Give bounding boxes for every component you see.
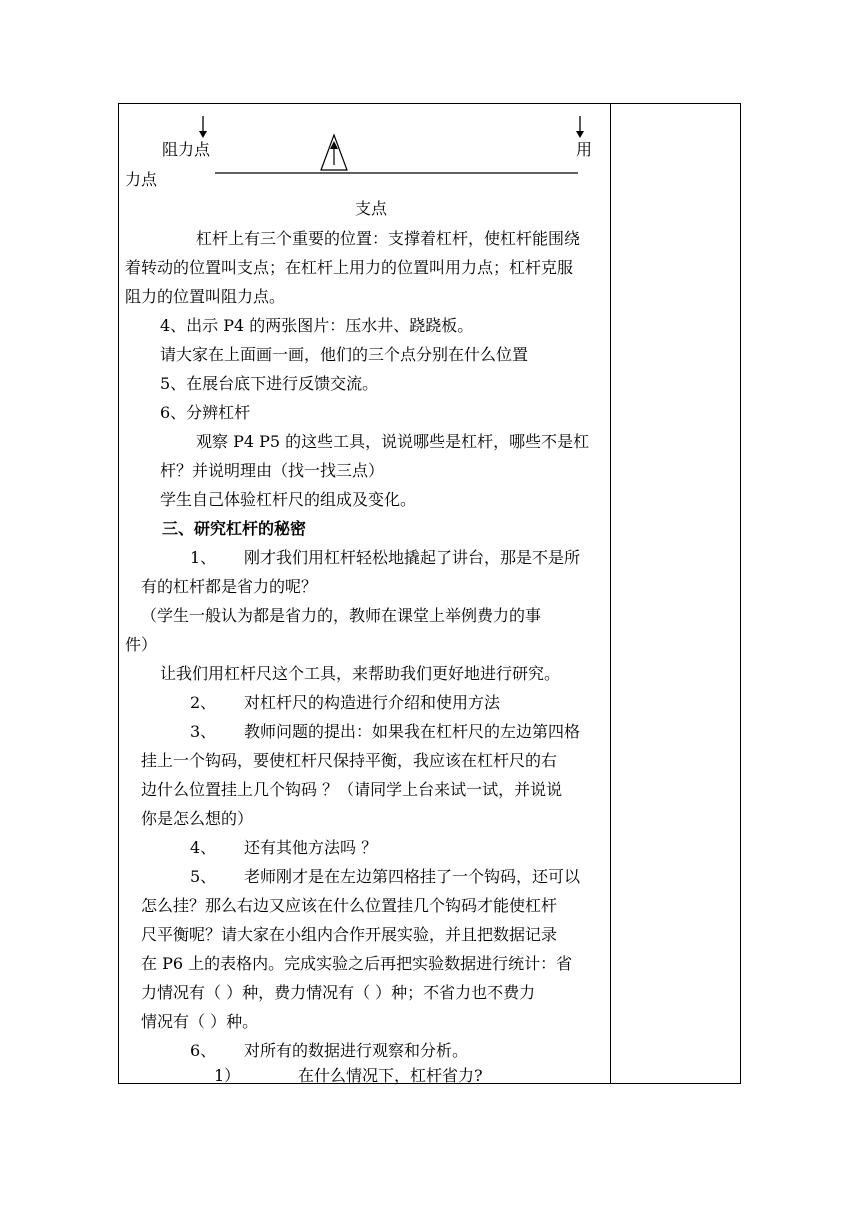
- lever-diagram: [118, 103, 741, 223]
- text-line: 你是怎么想的）: [141, 809, 254, 828]
- table-column-divider: [610, 103, 611, 1084]
- item-number: 1、: [190, 548, 217, 567]
- text-line: 怎么挂？那么右边又应该在什么位置挂几个钩码才能使杠杆: [141, 896, 558, 915]
- text-line: 阻力的位置叫阻力点。: [125, 287, 286, 306]
- item-number: 3、: [190, 722, 217, 741]
- text-line: 5、在展台底下进行反馈交流。: [160, 374, 379, 393]
- text-line: 力情况有（ ）种，费力情况有（ ）种；不省力也不费力: [141, 983, 536, 1002]
- effort-point-label-part1: 用: [576, 140, 593, 159]
- effort-point-label-part2: 力点: [125, 170, 158, 189]
- resistance-point-label: 阻力点: [162, 140, 211, 159]
- text-line: 教师问题的提出：如果我在杠杆尺的左边第四格: [244, 722, 581, 741]
- text-line: 刚才我们用杠杆轻松地撬起了讲台，那是不是所: [244, 548, 581, 567]
- item-number: 5、: [190, 867, 217, 886]
- text-line: 对所有的数据进行观察和分析。: [244, 1041, 469, 1060]
- text-line: 有的杠杆都是省力的呢？: [141, 577, 318, 596]
- text-line: 在什么情况下，杠杆省力?: [298, 1066, 483, 1085]
- item-number: 4、: [190, 838, 217, 857]
- text-line: 对杠杆尺的构造进行介绍和使用方法: [244, 693, 501, 712]
- sub-item-number: 1）: [214, 1066, 241, 1085]
- item-number: 2、: [190, 693, 217, 712]
- section-heading: 三、研究杠杆的秘密: [162, 519, 307, 538]
- text-line: 请大家在上面画一画，他们的三个点分别在什么位置: [160, 345, 529, 364]
- text-line: 着转动的位置叫支点；在杠杆上用力的位置叫用力点；杠杆克服: [125, 258, 574, 277]
- text-line: 4、出示 P4 的两张图片：压水井、跷跷板。: [160, 316, 474, 335]
- resistance-arrow-head: [199, 131, 207, 138]
- text-line: （学生一般认为都是省力的，教师在课堂上举例费力的事: [141, 606, 542, 625]
- effort-arrow-head: [576, 131, 584, 138]
- text-line: 在 P6 上的表格内。完成实验之后再把实验数据进行统计：省: [141, 954, 573, 973]
- fulcrum-label: 支点: [355, 199, 388, 218]
- text-line: 挂上一个钩码，要使杠杆尺保持平衡，我应该在杠杆尺的右: [141, 751, 558, 770]
- text-line: 边什么位置挂上几个钩码 ？（请同学上台来试一试，并说说: [141, 780, 563, 799]
- text-line: 让我们用杠杆尺这个工具，来帮助我们更好地进行研究。: [160, 664, 561, 683]
- text-line: 观察 P4 P5 的这些工具，说说哪些是杠杆，哪些不是杠: [196, 432, 590, 451]
- text-line: 老师刚才是在左边第四格挂了一个钩码，还可以: [244, 867, 581, 886]
- text-line: 杆？并说明理由（找一找三点）: [160, 461, 385, 480]
- text-line: 还有其他方法吗 ？: [244, 838, 378, 857]
- text-line: 6、分辨杠杆: [160, 403, 251, 422]
- item-number: 6、: [190, 1041, 217, 1060]
- text-line: 情况有（ ）种。: [141, 1012, 259, 1031]
- text-line: 杠杆上有三个重要的位置：支撑着杠杆，使杠杆能围绕: [196, 229, 581, 248]
- text-line: 尺平衡呢？请大家在小组内合作开展实验，并且把数据记录: [141, 925, 558, 944]
- text-line: 学生自己体验杠杆尺的组成及变化。: [160, 490, 417, 509]
- text-line: 件）: [125, 635, 158, 654]
